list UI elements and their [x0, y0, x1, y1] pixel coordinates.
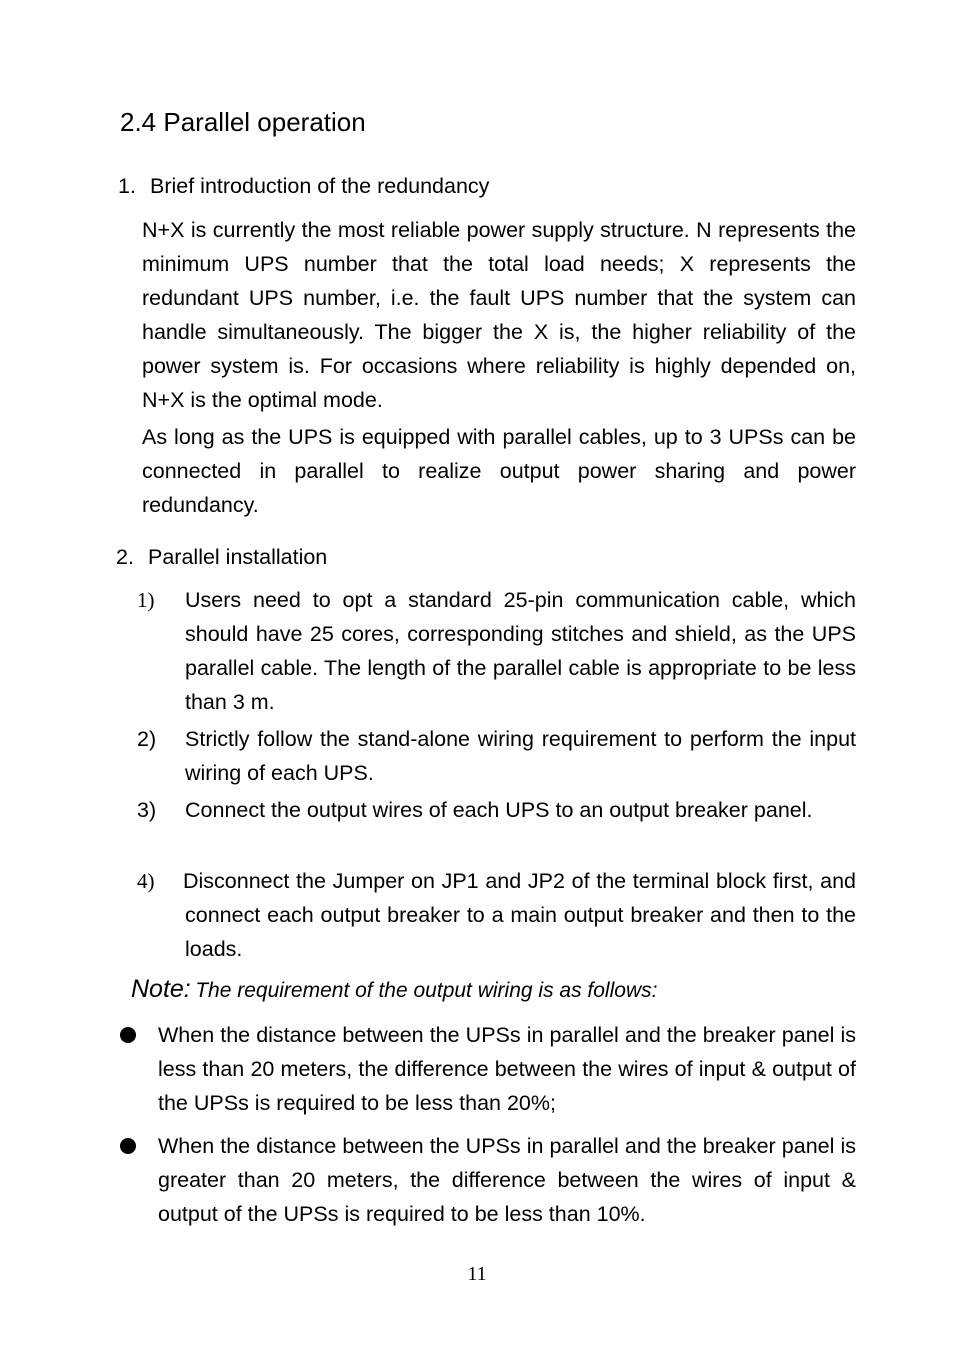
- bullet-icon: [120, 1138, 136, 1154]
- step-text: Connect the output wires of each UPS to an output breaker panel.: [185, 798, 813, 822]
- redundancy-paragraph: N+X is currently the most reliable power supply structure. N represents the minimum UPS number that the total load needs; X represents the redundant UPS number, i.e. the fault UPS number that the system can handle simultaneously. The bigger the X is, the higher reliability of the power system is. For occasions where reliability is highly depended on, N+X is the optimal mode.: [142, 218, 856, 412]
- subsection-number: 1.: [118, 174, 136, 198]
- step-number: 2): [137, 727, 157, 751]
- section-title: 2.4 Parallel operation: [120, 107, 366, 137]
- subsection-title: Parallel installation: [148, 545, 328, 569]
- bullet-icon: [120, 1027, 136, 1043]
- step-number: 4): [137, 869, 155, 893]
- step-text: Users need to opt a standard 25-pin communication cable, which should have 25 cores, corresponding stitches and shield, as the UPS parallel cable. The length of the parallel cable is appropriate to be less than 3 m.: [185, 588, 856, 714]
- bullet-item: When the distance between the UPSs in parallel and the breaker panel is less than 20 meters, the difference between the wires of input & output of the UPSs is required to be less than 20%;: [158, 1023, 856, 1115]
- subsection-heading-redundancy: [118, 172, 489, 200]
- bullet-item: When the distance between the UPSs in parallel and the breaker panel is greater than 20 meters, the difference between the wires of input & output of the UPSs is required to be less than 10%.: [158, 1134, 856, 1226]
- subsection-title: Brief introduction of the redundancy: [150, 174, 490, 198]
- note: [131, 972, 657, 1010]
- step-text: Strictly follow the stand-alone wiring requirement to perform the input wiring of each UPS.: [185, 727, 856, 785]
- parallel-cables-paragraph: As long as the UPS is equipped with parallel cables, up to 3 UPSs can be connected in parallel to realize output power sharing and power redundancy.: [142, 425, 856, 517]
- note-text: The requirement of the output wiring is as follows:: [195, 979, 658, 1002]
- page-number: 11: [467, 1263, 487, 1285]
- step-number: 3): [137, 798, 157, 822]
- note-label: Note:: [131, 975, 191, 1003]
- subsection-number: 2.: [116, 545, 134, 569]
- step-number: 1): [137, 588, 155, 612]
- step-text: Disconnect the Jumper on JP1 and JP2 of the terminal block first, and connect each output breaker to a main output breaker and then to the loads.: [183, 869, 856, 961]
- subsection-heading-installation: [116, 543, 327, 571]
